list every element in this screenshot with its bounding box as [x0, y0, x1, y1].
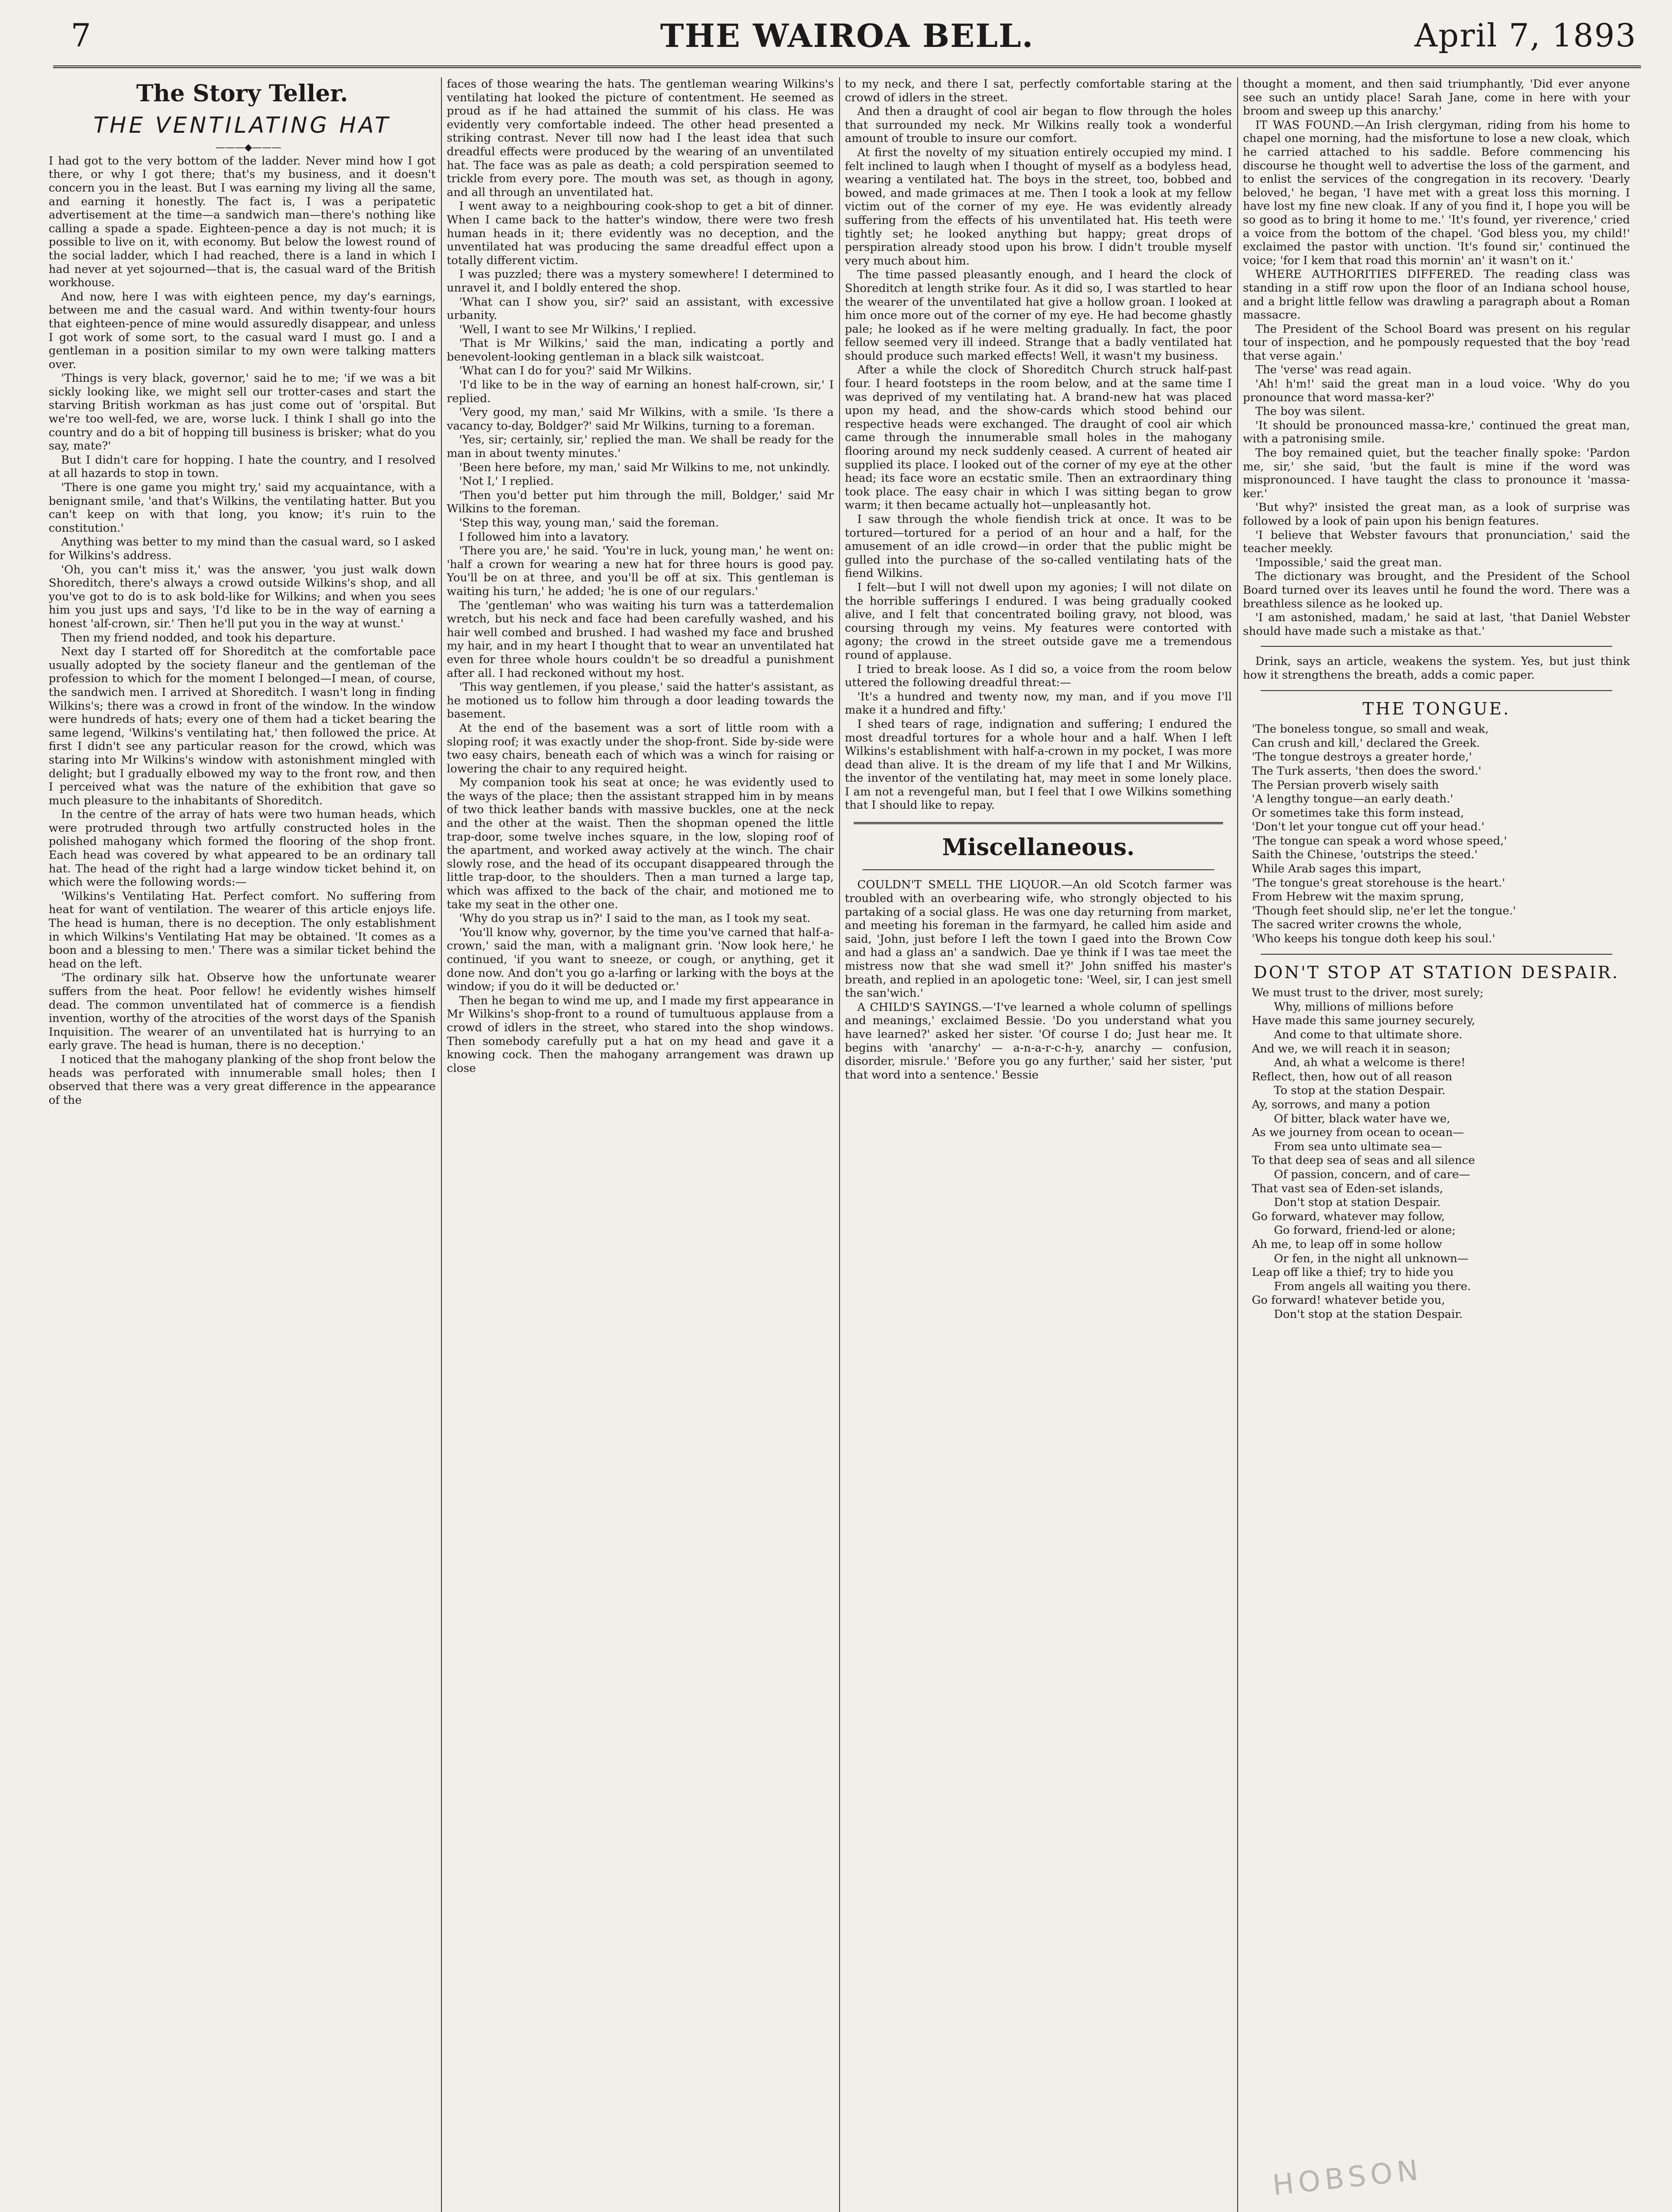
poem-line: And we, we will reach it in season;	[1252, 1042, 1451, 1056]
library-stamp: HOBSON	[1271, 2154, 1424, 2202]
poem-line: Have made this same journey securely,	[1252, 1014, 1475, 1028]
paragraph: 'There you are,' he said. 'You're in luck, young man,' he went on: 'half a crown for wearing a new hat for three hours is good pay. You'll be on at three, and you'll be off at six. This gentleman is waiting his turn,' he added; 'he is one of our regulars.'	[447, 544, 834, 598]
poem-line: 'The boneless tongue, so small and weak,	[1252, 722, 1489, 736]
poem-line: 'Who keeps his tongue doth keep his soul.'	[1252, 932, 1496, 946]
divider	[863, 869, 1214, 870]
poem-line: Go forward, whatever may follow,	[1252, 1210, 1445, 1223]
poem-line: 'The tongue can speak a word whose speed,'	[1252, 834, 1507, 848]
column-rule	[441, 77, 442, 2212]
poem-line: Don't stop at the station Despair.	[1274, 1307, 1463, 1321]
poem-line: 'Though feet should slip, ne'er let the tongue.'	[1252, 904, 1516, 918]
paragraph: 'Things is very black, governor,' said he to me; 'if we was a bit sickly looking like, we might sell our trotter-cases and start the starving British workman as has just come out of 'orspital. But we're too well-fed, we are, worse luck. I think I shall go into the country and do a bit of hopping till business is brisker; what do you say, mate?'	[49, 372, 436, 453]
paragraph: 'Very good, my man,' said Mr Wilkins, with a smile. 'Is there a vacancy to-day, Boldger?' said Mr Wilkins, turning to a foreman.	[447, 406, 834, 433]
paragraph: 'Then you'd better put him through the mill, Boldger,' said Mr Wilkins to the foreman.	[447, 488, 834, 516]
paragraph: 'But why?' insisted the great man, as a look of surprise was followed by a look of pain upon his benign features.	[1243, 501, 1630, 528]
paragraph: 'The ordinary silk hat. Observe how the unfortunate wearer suffers from the heat. Poor fellow! he evidently wishes himself dead. The common unventilated hat of commerce is a fiendish invention, worthy of the atrocities of the worst days of the Spanish Inquisition. The wearer of an unventilated hat is hurrying to an early grave. The head is human, there is no deception.'	[49, 971, 436, 1052]
poem-line: Can crush and kill,' declared the Greek.	[1252, 736, 1480, 750]
column-rule	[1237, 77, 1238, 2212]
poem-line: Leap off like a thief; try to hide you	[1252, 1266, 1454, 1279]
poem-line: And, ah what a welcome is there!	[1274, 1056, 1465, 1070]
paragraph: 'That is Mr Wilkins,' said the man, indicating a portly and benevolent-looking gentleman in a black silk waistcoat.	[447, 337, 834, 364]
paragraph: In the centre of the array of hats were two human heads, which were protruded through two artfully constructed holes in the polished mahogany which formed the flooring of the shop front. Each head was covered by what appeared to be an ordinary tall hat. The head of the right had a large window ticket behind it, on which were the following words:—	[49, 808, 436, 889]
paragraph: 'I am astonished, madam,' he said at last, 'that Daniel Webster should have made such a mistake as that.'	[1243, 611, 1630, 638]
paragraph: IT WAS FOUND.—An Irish clergyman, riding from his home to chapel one morning, had the misfortune to lose a new cloak, which he carried attached to his saddle. Before commencing his discourse he thought well to advertise the loss of the garment, and to enlist the services of the congregation in its recovery. 'Dearly beloved,' he began, 'I have met with a great loss this morning. I have lost my fine new cloak. If any of you find it, I hope you will be so good as to bring it home to me.' 'It's found, yer riverence,' cried a voice from the bottom of the chapel. 'God bless you, my child!' exclaimed the pastor with unction. 'It's found sir,' continued the voice; 'for I kem that road this mornin' an' it wasn't on it.'	[1243, 118, 1630, 267]
paragraph: But I didn't care for hopping. I hate the country, and I resolved at all hazards to stop in town.	[49, 453, 436, 480]
paragraph: I went away to a neighbouring cook-shop to get a bit of dinner. When I came back to the hatter's window, there were two fresh human heads in it; there evidently was no deception, and the unventilated hat was producing the same dreadful effect upon a totally different victim.	[447, 200, 834, 267]
paragraph: to my neck, and there I sat, perfectly comfortable staring at the crowd of idlers in the street.	[845, 77, 1232, 104]
poem-line: The Persian proverb wisely saith	[1252, 778, 1439, 792]
masthead	[53, 12, 1641, 68]
poem-line: Ay, sorrows, and many a potion	[1252, 1098, 1430, 1111]
column-2	[447, 77, 834, 2212]
poem-line: Or sometimes take this form instead,	[1252, 806, 1464, 820]
paragraph: 'I'd like to be in the way of earning an honest half-crown, sir,' I replied.	[447, 378, 834, 405]
paragraph: The 'verse' was read again.	[1255, 363, 1412, 377]
paragraph: 'Well, I want to see Mr Wilkins,' I replied.	[459, 323, 697, 336]
poem-line: From Hebrew wit the maxim sprung,	[1252, 890, 1464, 904]
poem-line: Don't stop at station Despair.	[1274, 1196, 1441, 1210]
paragraph: The boy was silent.	[1255, 405, 1365, 419]
paragraph: I shed tears of rage, indignation and suffering; I endured the most dreadful tortures for a whole hour and a half. When I left Wilkins's establishment with half-a-crown in my pocket, I was more dead than alive. It is the dream of my life that I and Mr Wilkins, the inventor of the ventilating hat, may meet in some lonely place. I am not a revengeful man, but I feel that I owe Wilkins something that I should like to repay.	[845, 717, 1232, 812]
paragraph: The time passed pleasantly enough, and I heard the clock of Shoreditch at length strike four. As it did so, I was startled to hear the wearer of the unventilated hat give a hollow groan. I looked at him once more out of the corner of my eye. He had become ghastly pale; he looked as if he were melting gradually. In fact, the poor fellow seemed very ill indeed. Strange that a badly ventilated hat should produce such marked effects! Well, it wasn't my business.	[845, 268, 1232, 363]
paragraph: Drink, says an article, weakens the system. Yes, but just think how it strengthens the breath, adds a comic paper.	[1243, 655, 1630, 682]
paragraph: Then my friend nodded, and took his departure.	[61, 631, 336, 645]
poem-line: Reflect, then, how out of all reason	[1252, 1070, 1453, 1083]
poem-line: Go forward, friend-led or alone;	[1274, 1224, 1456, 1237]
paragraph: And then a draught of cool air began to flow through the holes that surrounded my neck. Mr Wilkins really took a wonderful amount of trouble to insure our comfort.	[845, 105, 1232, 146]
paragraph: I saw through the whole fiendish trick at once. It was to be tortured—tortured for a period of an hour and a half, for the amusement of an idle crowd—in order that the public might be gulled into the purchase of the so-called ventilating hats of the fiend Wilkins.	[845, 513, 1232, 580]
paragraph: COULDN'T SMELL THE LIQUOR.—An old Scotch farmer was troubled with an overbearing wife, who strongly objected to his partaking of a social glass. He was one day returning from market, and meeting his foreman in the farmyard, he called him aside and said, 'John, just before I left the town I gaed into the Brown Cow and had a glass an' a sandwich. Dae ye think if I was tae meet the mistress now that she wad smell it?' John sniffed his master's breath, and replied in an apologetic tone: 'Weel, sir, I can jest smell the san'wich.'	[845, 878, 1232, 1000]
ornament-separator: ———◆———	[215, 142, 281, 154]
poem-line: Of passion, concern, and of care—	[1274, 1167, 1470, 1181]
page-number: 7	[71, 17, 92, 54]
paragraph: At first the novelty of my situation entirely occupied my mind. I felt inclined to laugh when I thought of myself as a bodyless head, wearing a ventilated hat. The boys in the street, too, bobbed and bowed, and made grimaces at me. Then I took a look at my fellow victim out of the corner of my eye. He was evidently already suffering from the effects of his unventilated hat. His teeth were tightly set; he looked anything but happy; great drops of perspiration already stood upon his brow. I didn't trouble myself very much about him.	[845, 146, 1232, 268]
poem-line: Saith the Chinese, 'outstrips the steed.'	[1252, 848, 1478, 862]
paragraph: 'You'll know why, governor, by the time you've carned that half-a-crown,' said the man, with a malignant grin. 'Now look here,' he continued, 'if you want to sneeze, or cough, or anything, get it done now. And don't you go a-larfing or larking with the boys at the window; if you do it will be deducted or.'	[447, 926, 834, 994]
paragraph: The President of the School Board was present on his regular tour of inspection, and he pompously requested that the boy 'read that verse again.'	[1243, 322, 1630, 363]
column-3	[845, 77, 1232, 2212]
paragraph: 'Oh, you can't miss it,' was the answer, 'you just walk down Shoreditch, there's always a crowd outside Wilkins's shop, and all you've got to do is to ask bold-like for Wilkins; and when you sees him you just ups and says, 'I'd like to be in the way of earning a honest 'alf-crown, sir.' Then he'll put you in the way at wunst.'	[49, 563, 436, 630]
paragraph: faces of those wearing the hats. The gentleman wearing Wilkins's ventilating hat looked the picture of contentment. He seemed as proud as if he had attained the summit of his class. He was evidently very comfortable indeed. The other head presented a striking contrast. Never till now had I the least idea that such dreadful effects were produced by the wearing of an unventilated hat. The face was as pale as death; a cold perspiration seemed to trickle from every pore. The mouth was set, as though in agony, and all through an unventilated hat.	[447, 77, 834, 199]
poem-line: That vast sea of Eden-set islands,	[1252, 1182, 1443, 1195]
poem-line: To stop at the station Despair.	[1274, 1084, 1446, 1098]
paragraph: I had got to the very bottom of the ladder. Never mind how I got there, or why I got there; that's my business, and it doesn't concern you in the least. But I was earning my living all the same, and earning it honestly. The fact is, I was a peripatetic advertisement at the time—a sandwich man—there's nothing like calling a spade a spade. Eighteen-pence a day is not much; it is possible to live on it, with economy. But below the lowest round of the social ladder, which I had reached, there is a land in which I had never at yet sojourned—that is, the casual ward of the British workhouse.	[49, 154, 436, 290]
poem-line: 'Don't let your tongue cut off your head.'	[1252, 820, 1484, 834]
poem-title: THE TONGUE.	[1362, 699, 1511, 718]
paragraph: Then he began to wind me up, and I made my first appearance in Mr Wilkins's shop-front to a round of tumultuous applause from a crowd of idlers in the street, who stared into the shop windows. Then somebody carefully put a hat on my head and gave it a knowing cock. Then the mahogany arrangement was drawn up close	[447, 994, 834, 1075]
poem-line: While Arab sages this impart,	[1252, 862, 1422, 876]
poem-line: Go forward! whatever betide you,	[1252, 1294, 1445, 1307]
paragraph: 'Not I,' I replied.	[459, 475, 554, 488]
poem-title: DON'T STOP AT STATION DESPAIR.	[1254, 962, 1619, 982]
poem-line: Or fen, in the night all unknown—	[1274, 1252, 1469, 1265]
divider	[1261, 690, 1612, 691]
column-4	[1243, 77, 1630, 2212]
paragraph: The boy remained quiet, but the teacher finally spoke: 'Pardon me, sir,' she said, 'but the fault is mine if the word was mispronounced. I have taught the class to pronounce it 'massa-ker.'	[1243, 446, 1630, 500]
paragraph: 'I believe that Webster favours that pronunciation,' said the teacher meekly.	[1243, 528, 1630, 556]
poem-line: We must trust to the driver, most surely;	[1252, 986, 1484, 1000]
poem-line: From angels all waiting you there.	[1274, 1279, 1471, 1293]
paragraph: The 'gentleman' who was waiting his turn was a tatterdemalion wretch, but his neck and face had been carefully washed, and his hair well combed and brushed. I had washed my face and brushed my hair, and in my heart I thought that to wear an unventilated hat even for three whole hours couldn't be so dreadful a punishment after all. I had reckoned without my host.	[447, 599, 834, 680]
poem-line: And come to that ultimate shore.	[1274, 1028, 1463, 1041]
newspaper-title: THE WAIROA BELL.	[660, 17, 1034, 54]
section-heading: Miscellaneous.	[942, 834, 1135, 861]
divider	[1261, 646, 1612, 647]
poem-line: To that deep sea of seas and all silence	[1252, 1154, 1475, 1167]
paragraph: 'There is one game you might try,' said my acquaintance, with a benignant smile, 'and that's Wilkins, the ventilating hatter. But you can't keep on with that long, you know; it's ruin to the constitution.'	[49, 481, 436, 535]
paragraph: The dictionary was brought, and the President of the School Board turned over its leaves until he found the word. There was a breathless silence as he looked up.	[1243, 570, 1630, 611]
paragraph: I noticed that the mahogany planking of the shop front below the heads was perforated with innumerable small holes; then I observed that there was a very great difference in the appearance of the	[49, 1052, 436, 1107]
poem-line: From sea unto ultimate sea—	[1274, 1140, 1442, 1153]
poem-line: Why, millions of millions before	[1274, 1000, 1453, 1014]
issue-date: April 7, 1893	[1414, 17, 1637, 54]
paragraph: thought a moment, and then said triumphantly, 'Did ever anyone see such an untidy place! Sarah Jane, come in here with your broom and sweep up this anarchy.'	[1243, 77, 1630, 118]
column-rule	[839, 77, 840, 2212]
paragraph: 'Why do you strap us in?' I said to the man, as I took my seat.	[459, 912, 811, 926]
poem-line: The Turk asserts, 'then does the sword.'	[1252, 764, 1482, 778]
paragraph: 'Yes, sir; certainly, sir,' replied the man. We shall be ready for the man in about twenty minutes.'	[447, 433, 834, 461]
paragraph: Next day I started off for Shoreditch at the comfortable pace usually adopted by the society flaneur and the gentleman of the profession to which for the moment I belonged—I mean, of course, the sandwich men. I arrived at Shoreditch. I wasn't long in finding Wilkins's; there was a crowd in front of the window. In the window were hundreds of hats; every one of them had a ticket bearing the same legend, 'Wilkins's ventilating hat,' then followed the price. At first I didn't see any particular reason for the crowd, which was staring into Mr Wilkins's window with astonishment mingled with delight; but I gradually elbowed my way to the front row, and then I perceived what was the nature of the exhibition that gave so much pleasure to the inhabitants of Shoreditch.	[49, 645, 436, 807]
paragraph: My companion took his seat at once; he was evidently used to the ways of the place; then the assistant strapped him in by means of two thick leather bands with massive buckles, one at the neck and the other at the waist. Then the shopman opened the little trap-door, some twelve inches square, in the low, sloping roof of the apartment, and worked away actively at the winch. The chair slowly rose, and the head of its occupant disappeared through the little trap-door, to the shoulders. Then a man turned a large tap, which was affixed to the back of the chair, and motioned me to take my seat in the other one.	[447, 776, 834, 911]
paragraph: 'Wilkins's Ventilating Hat. Perfect comfort. No suffering from heat for want of ventilation. The wearer of this article enjoys life. The head is human, there is no deception. The only establishment in which Wilkins's Ventilating Hat may be obtained. 'It comes as a boon and a blessing to men.' There was a similar ticket behind the head on the left.	[49, 889, 436, 971]
divider	[1261, 954, 1612, 955]
paragraph: 'This way gentlemen, if you please,' said the hatter's assistant, as he motioned us to follow him through a door leading towards the basement.	[447, 680, 834, 721]
poem-line: 'The tongue's great storehouse is the heart.'	[1252, 876, 1505, 890]
story-title: THE VENTILATING HAT	[93, 112, 391, 138]
poem-line: 'The tongue destroys a greater horde,'	[1252, 750, 1472, 764]
paragraph: 'Impossible,' said the great man.	[1255, 556, 1442, 569]
paragraph: I felt—but I will not dwell upon my agonies; I will not dilate on the horrible sufferings I endured. I was being gradually cooked alive, and I felt that concentrated boiling gravy, not blood, was coursing through my veins. My features were contorted with agony; the crowd in the street outside gave me a tremendous round of applause.	[845, 580, 1232, 662]
paragraph: WHERE AUTHORITIES DIFFERED. The reading class was standing in a stiff row upon the floor of an Indiana school house, and a bright little fellow was drawling a paragraph about a Roman massacre.	[1243, 268, 1630, 322]
paragraph: 'Been here before, my man,' said Mr Wilkins to me, not unkindly.	[459, 461, 831, 474]
divider	[854, 822, 1223, 824]
paragraph: I followed him into a lavatory.	[459, 530, 629, 544]
paragraph: 'It should be pronounced massa-kre,' continued the great man, with a patronising smile.	[1243, 419, 1630, 446]
column-1	[49, 77, 436, 2212]
paragraph: I was puzzled; there was a mystery somewhere! I determined to unravel it, and I boldly entered the shop.	[447, 268, 834, 295]
paragraph: A CHILD'S SAYINGS.—'I've learned a whole column of spellings and meanings,' exclaimed Bessie. 'Do you understand what you have learned?' asked her sister. 'Of course I do; Just hear me. It begins with 'anarchy' — a-n-a-r-c-h-y, anarchy — confusion, disorder, misrule.' 'Before you go any further,' said her sister, 'put that word into a sentence.' Bessie	[845, 1000, 1232, 1082]
paragraph: 'What can I do for you?' said Mr Wilkins.	[459, 364, 692, 378]
poem-line: 'A lengthy tongue—an early death.'	[1252, 792, 1453, 806]
paragraph: And now, here I was with eighteen pence, my day's earnings, between me and the casual ward. And within twenty-four hours that eighteen-pence of mine would assuredly disappear, and unless I got work of some sort, to the casual ward I must go. I and a gentleman in a position similar to my own were talking matters over.	[49, 290, 436, 371]
poem-line: As we journey from ocean to ocean—	[1252, 1126, 1464, 1140]
paragraph: At the end of the basement was a sort of little room with a sloping roof; it was exactly under the shop-front. Side by-side were two easy chairs, beneath each of which was a winch for raising or lowering the chair to any required height.	[447, 721, 834, 776]
paragraph: 'It's a hundred and twenty now, my man, and if you move I'll make it a hundred and fifty.'	[845, 690, 1232, 717]
section-heading: The Story Teller.	[136, 80, 348, 107]
paragraph: 'What can I show you, sir?' said an assistant, with excessive urbanity.	[447, 295, 834, 323]
paragraph: I tried to break loose. As I did so, a voice from the room below uttered the following dreadful threat:—	[845, 662, 1232, 690]
paragraph: After a while the clock of Shoreditch Church struck half-past four. I heard footsteps in the room below, and at the same time I was deprived of my ventilating hat. A brand-new hat was placed upon my head, and the show-cards which stood behind our respective heads were exchanged. The draught of cool air which came through the innumerable small holes in the mahogany flooring around my neck suddenly ceased. A current of heated air supplied its place. I looked out of the corner of my eye at the other head; its face wore an ecstatic smile. Then an extraordinary thing took place. The easy chair in which I was sitting began to grow warm; it then became actually hot—unpleasantly hot.	[845, 363, 1232, 512]
paragraph: 'Step this way, young man,' said the foreman.	[459, 516, 719, 530]
paragraph: Anything was better to my mind than the casual ward, so I asked for Wilkins's address.	[49, 535, 436, 562]
poem-line: Of bitter, black water have we,	[1274, 1112, 1450, 1125]
poem-line: Ah me, to leap off in some hollow	[1252, 1237, 1442, 1251]
paragraph: 'Ah! h'm!' said the great man in a loud voice. 'Why do you pronounce that word massa-ker?'	[1243, 377, 1630, 404]
poem-line: The sacred writer crowns the whole,	[1252, 918, 1462, 932]
